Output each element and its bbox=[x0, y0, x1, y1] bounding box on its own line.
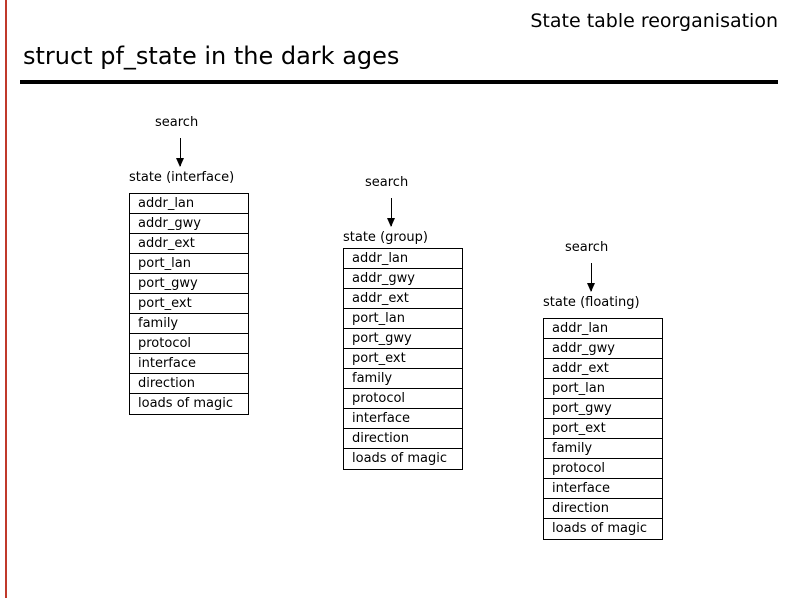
struct-field: direction bbox=[130, 374, 248, 394]
slide-header-title: State table reorganisation bbox=[530, 10, 778, 32]
struct-field: addr_lan bbox=[544, 319, 662, 339]
struct-field: interface bbox=[130, 354, 248, 374]
struct-field: addr_ext bbox=[344, 289, 462, 309]
struct-field: loads of magic bbox=[138, 396, 233, 411]
struct-box-3 bbox=[543, 318, 663, 540]
struct-field: protocol bbox=[344, 389, 462, 409]
struct-caption-3: state (floating) bbox=[543, 295, 640, 310]
struct-field: family bbox=[130, 314, 248, 334]
struct-caption-1: state (interface) bbox=[129, 170, 235, 185]
struct-field: port_lan bbox=[544, 379, 662, 399]
struct-field: loads of magic bbox=[352, 451, 447, 466]
struct-field: interface bbox=[544, 479, 662, 499]
title-divider bbox=[20, 80, 778, 84]
struct-field: port_gwy bbox=[544, 399, 662, 419]
left-accent-rule bbox=[5, 0, 7, 598]
struct-field: addr_gwy bbox=[344, 269, 462, 289]
struct-field: port_ext bbox=[344, 349, 462, 369]
struct-box-1 bbox=[129, 193, 249, 415]
page-title: struct pf_state in the dark ages bbox=[23, 42, 400, 70]
arrow-head bbox=[176, 158, 184, 167]
struct-field: addr_ext bbox=[130, 234, 248, 254]
struct-field: interface bbox=[344, 409, 462, 429]
struct-caption-2: state (group) bbox=[343, 230, 428, 245]
search-arrow-2 bbox=[391, 198, 392, 226]
struct-field: protocol bbox=[130, 334, 248, 354]
search-label-1: search bbox=[155, 115, 199, 130]
struct-field: port_ext bbox=[544, 419, 662, 439]
search-arrow-1 bbox=[180, 138, 181, 166]
search-label-2: search bbox=[365, 175, 409, 190]
struct-field: direction bbox=[544, 499, 662, 519]
struct-field: protocol bbox=[544, 459, 662, 479]
struct-field: addr_lan bbox=[344, 249, 462, 269]
arrow-head bbox=[587, 283, 595, 292]
struct-field: port_gwy bbox=[344, 329, 462, 349]
struct-field: addr_lan bbox=[130, 194, 248, 214]
struct-field: direction bbox=[344, 429, 462, 449]
struct-field: addr_gwy bbox=[544, 339, 662, 359]
struct-field: port_lan bbox=[344, 309, 462, 329]
struct-field: family bbox=[344, 369, 462, 389]
struct-field: loads of magic bbox=[552, 521, 647, 536]
struct-field: addr_gwy bbox=[130, 214, 248, 234]
struct-box-2 bbox=[343, 248, 463, 470]
struct-field: family bbox=[544, 439, 662, 459]
struct-field: port_lan bbox=[130, 254, 248, 274]
struct-field: addr_ext bbox=[544, 359, 662, 379]
search-arrow-3 bbox=[591, 263, 592, 291]
search-label-3: search bbox=[565, 240, 609, 255]
struct-field: port_ext bbox=[130, 294, 248, 314]
struct-field: port_gwy bbox=[130, 274, 248, 294]
arrow-head bbox=[387, 218, 395, 227]
